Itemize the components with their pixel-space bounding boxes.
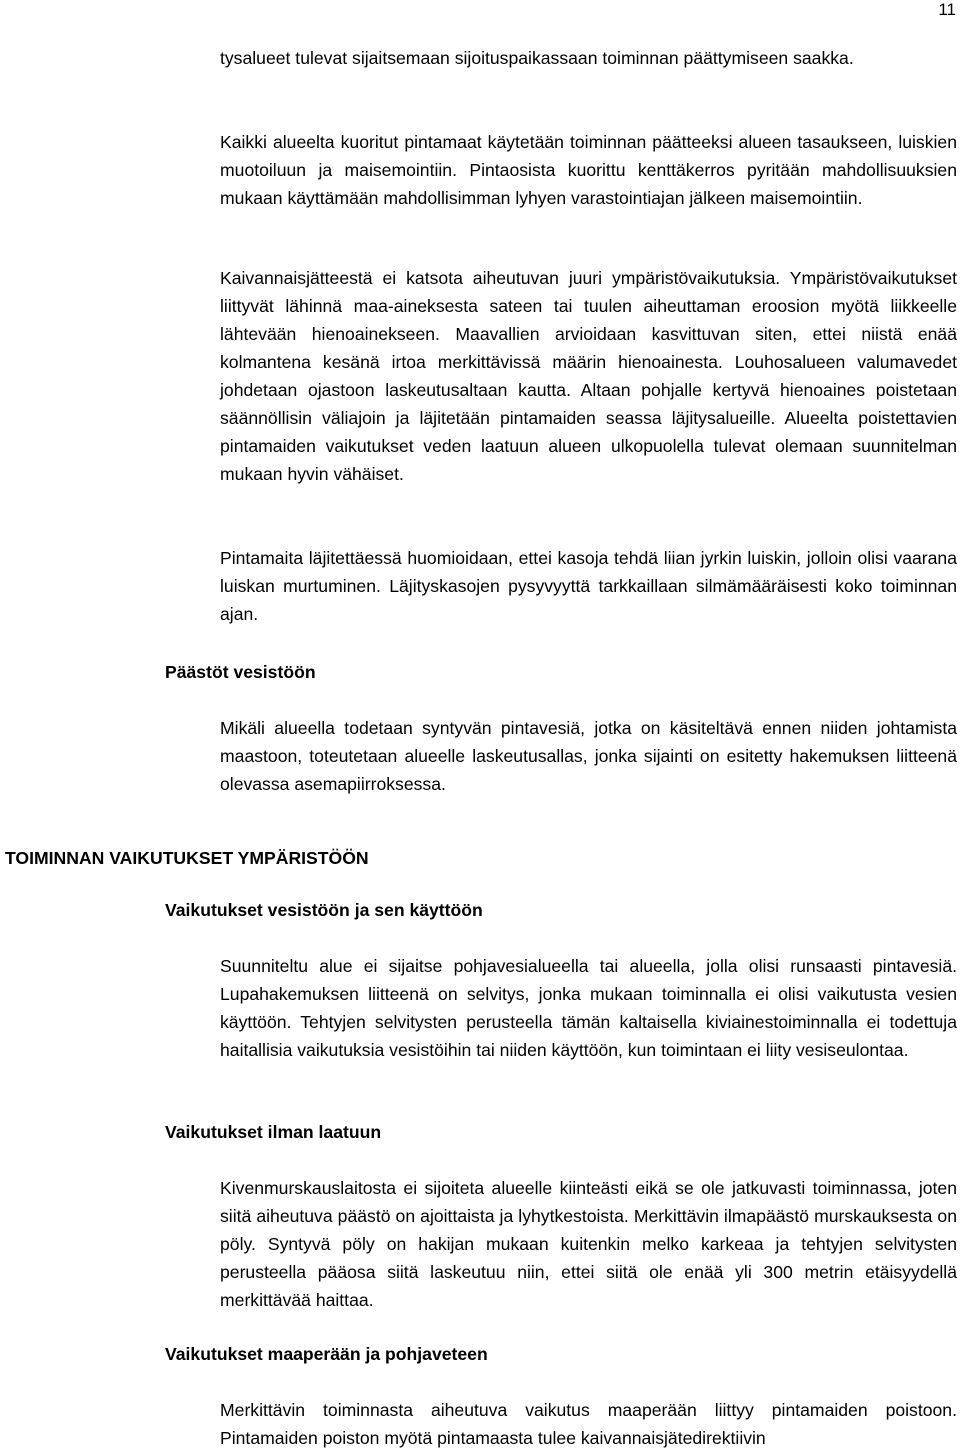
paragraph-text: Kaikki alueelta kuoritut pintamaat käytetään toiminnan päätteeksi alueen tasaukseen, luiskien muotoiluun ja maisemointiin. Pintaosista kuorittu kenttäkerros pyritään mahdollisuuksien mukaan käyttämään mahdollisimman lyhyen varastointiajan jälkeen maisemointiin. xyxy=(220,132,957,208)
paragraph-text: Merkittävin toiminnasta aiheutuva vaikutus maaperään liittyy pintamaiden poistoon. Pintamaiden poiston myötä pintamaasta tulee kaivannaisjätedirektiivin xyxy=(220,1400,957,1448)
paragraph-text: Pintamaita läjitettäessä huomioidaan, ettei kasoja tehdä liian jyrkin luiskin, jolloin olisi vaarana luiskan murtuminen. Läjityskasojen pysyvyyttä tarkkaillaan silmämääräisesti koko toiminnan ajan. xyxy=(220,548,957,624)
paragraph-soil xyxy=(220,1396,957,1452)
paragraph-stockpiles xyxy=(220,544,957,628)
paragraph-text: Suunniteltu alue ei sijaitse pohjavesialueella tai alueella, jolla olisi runsaasti pintavesiä. Lupahakemuksen liitteenä on selvitys, jonka mukaan toiminnalla ei olisi vaikutusta vesien käyttöön. Tehtyjen selvitysten perusteella tämän kaltaisella kiviainestoiminnalla ei todettuja haitallisia vaikutuksia vesistöihin tai niiden käyttöön, kun toimintaan ei liity vesiseulontaa. xyxy=(220,956,957,1060)
paragraph-text: Kivenmurskauslaitosta ei sijoiteta alueelle kiinteästi eikä se ole jatkuvasti toiminnassa, joten siitä aiheutuva päästö on ajoittaista ja lyhytkestoista. Merkittävin ilmapäästö murskauksesta on pöly. Syntyvä pöly on hakijan mukaan kuitenkin melko karkeaa ja tehtyjen selvitysten perusteella pääosa siitä laskeutuu niin, ettei siitä ole enää yli 300 metrin etäisyydellä merkittävää haittaa. xyxy=(220,1178,957,1310)
paragraph-mining-waste xyxy=(220,264,957,488)
page-number: 11 xyxy=(938,0,956,19)
paragraph-surface-water xyxy=(220,714,957,798)
paragraph-text: Kaivannaisjätteestä ei katsota aiheutuvan juuri ympäristövaikutuksia. Ympäristövaikutukset liittyvät lähinnä maa-aineksesta sateen tai tuulen aiheuttaman eroosion myötä liikkeelle lähtevään hienoainekseen. Maavallien arvioidaan kasvittuvan siten, ettei niistä enää kolmantena kesänä irtoa merkittävissä määrin hienoainesta. Louhosalueen valumavedet johdetaan ojastoon laskeutusaltaan kautta. Altaan pohjalle kertyvä hienoaines poistetaan säännöllisin väliajoin ja läjitetään pintamaiden seassa läjitysalueille. Alueelta poistettavien pintamaiden vaikutukset veden laatuun alueen ulkopuolella tulevat olemaan suunnitelman mukaan hyvin vähäiset. xyxy=(220,268,957,484)
paragraph-water-use xyxy=(220,952,957,1064)
section-heading-water-impacts: Vaikutukset vesistöön ja sen käyttöön xyxy=(165,900,483,920)
paragraph-text: Mikäli alueella todetaan syntyvän pintavesiä, jotka on käsiteltävä ennen niiden johtamista maastoon, toteutetaan alueelle laskeutusallas, jonka sijainti on esitetty hakemuksen liitteenä olevassa asemapiirroksessa. xyxy=(220,718,957,794)
paragraph-topsoil xyxy=(220,128,957,212)
paragraph-air-quality xyxy=(220,1174,957,1314)
paragraph-text: tysalueet tulevat sijaitsemaan sijoituspaikassaan toiminnan päättymiseen saakka. xyxy=(220,48,854,68)
section-heading-air-quality: Vaikutukset ilman laatuun xyxy=(165,1122,382,1142)
section-heading-emissions-to-water: Päästöt vesistöön xyxy=(165,662,316,682)
chapter-heading-environmental-impacts: TOIMINNAN VAIKUTUKSET YMPÄRISTÖÖN xyxy=(5,848,369,868)
paragraph-relocation xyxy=(220,44,957,72)
section-heading-soil-groundwater: Vaikutukset maaperään ja pohjaveteen xyxy=(165,1344,488,1364)
